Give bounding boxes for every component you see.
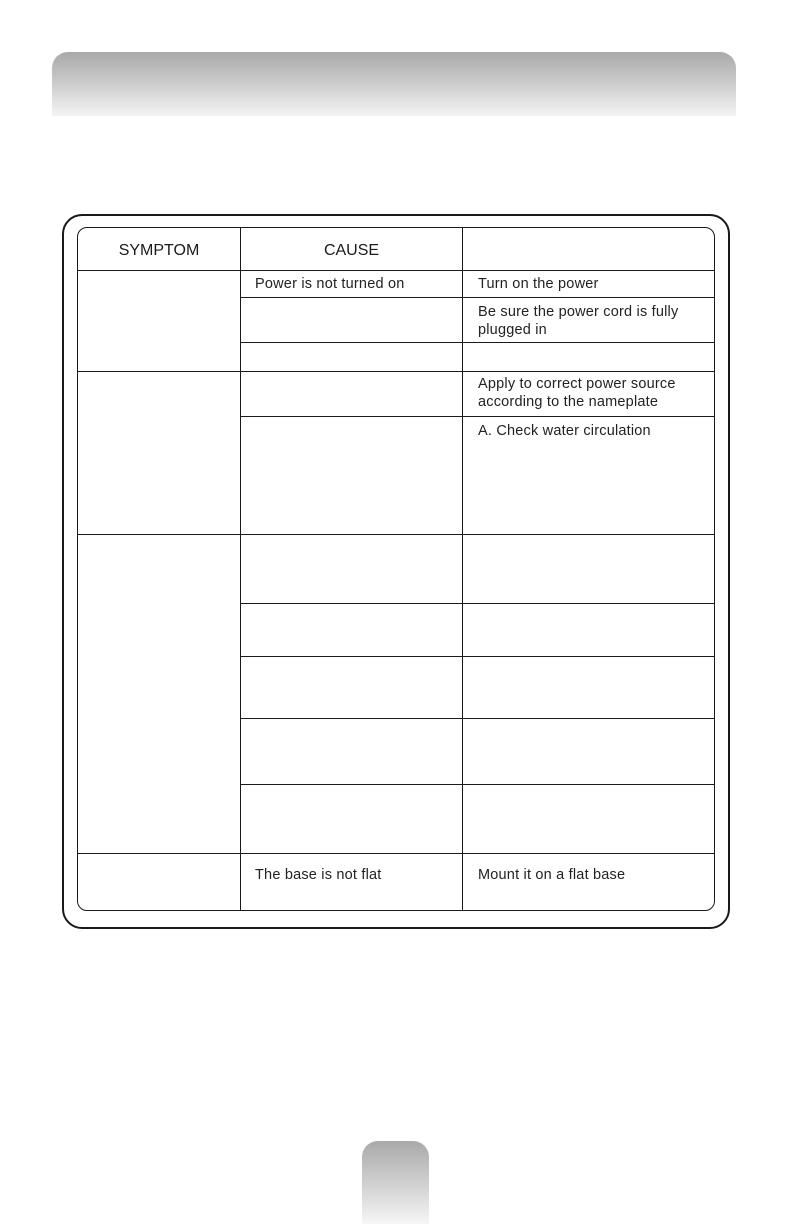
solution-cell: Turn on the power (478, 276, 599, 292)
header-symptom: SYMPTOM (118, 242, 200, 259)
section-header-band (52, 52, 736, 116)
row-divider (240, 656, 714, 657)
row-divider (240, 342, 714, 343)
row-divider (240, 297, 714, 298)
solution-cell: Be sure the power cord is fully plugged in (478, 304, 679, 338)
cause-cell: The base is not flat (255, 867, 382, 883)
row-group-divider-2 (78, 534, 714, 535)
row-divider (240, 416, 714, 417)
page-number-tab (362, 1141, 429, 1224)
row-group-divider-3 (78, 853, 714, 854)
column-divider-2 (462, 228, 463, 910)
row-group-divider-1 (78, 371, 714, 372)
solution-cell: Mount it on a flat base (478, 867, 626, 883)
header-divider (78, 270, 714, 271)
solution-cell: A. Check water circulation (478, 423, 651, 439)
column-divider-1 (240, 228, 241, 910)
header-cause: CAUSE (323, 242, 380, 259)
row-divider (240, 784, 714, 785)
cause-cell: Power is not turned on (255, 276, 405, 292)
troubleshooting-table (77, 227, 715, 911)
row-divider (240, 603, 714, 604)
row-divider (240, 718, 714, 719)
solution-cell: Apply to correct power source according to the nameplate (478, 376, 676, 410)
